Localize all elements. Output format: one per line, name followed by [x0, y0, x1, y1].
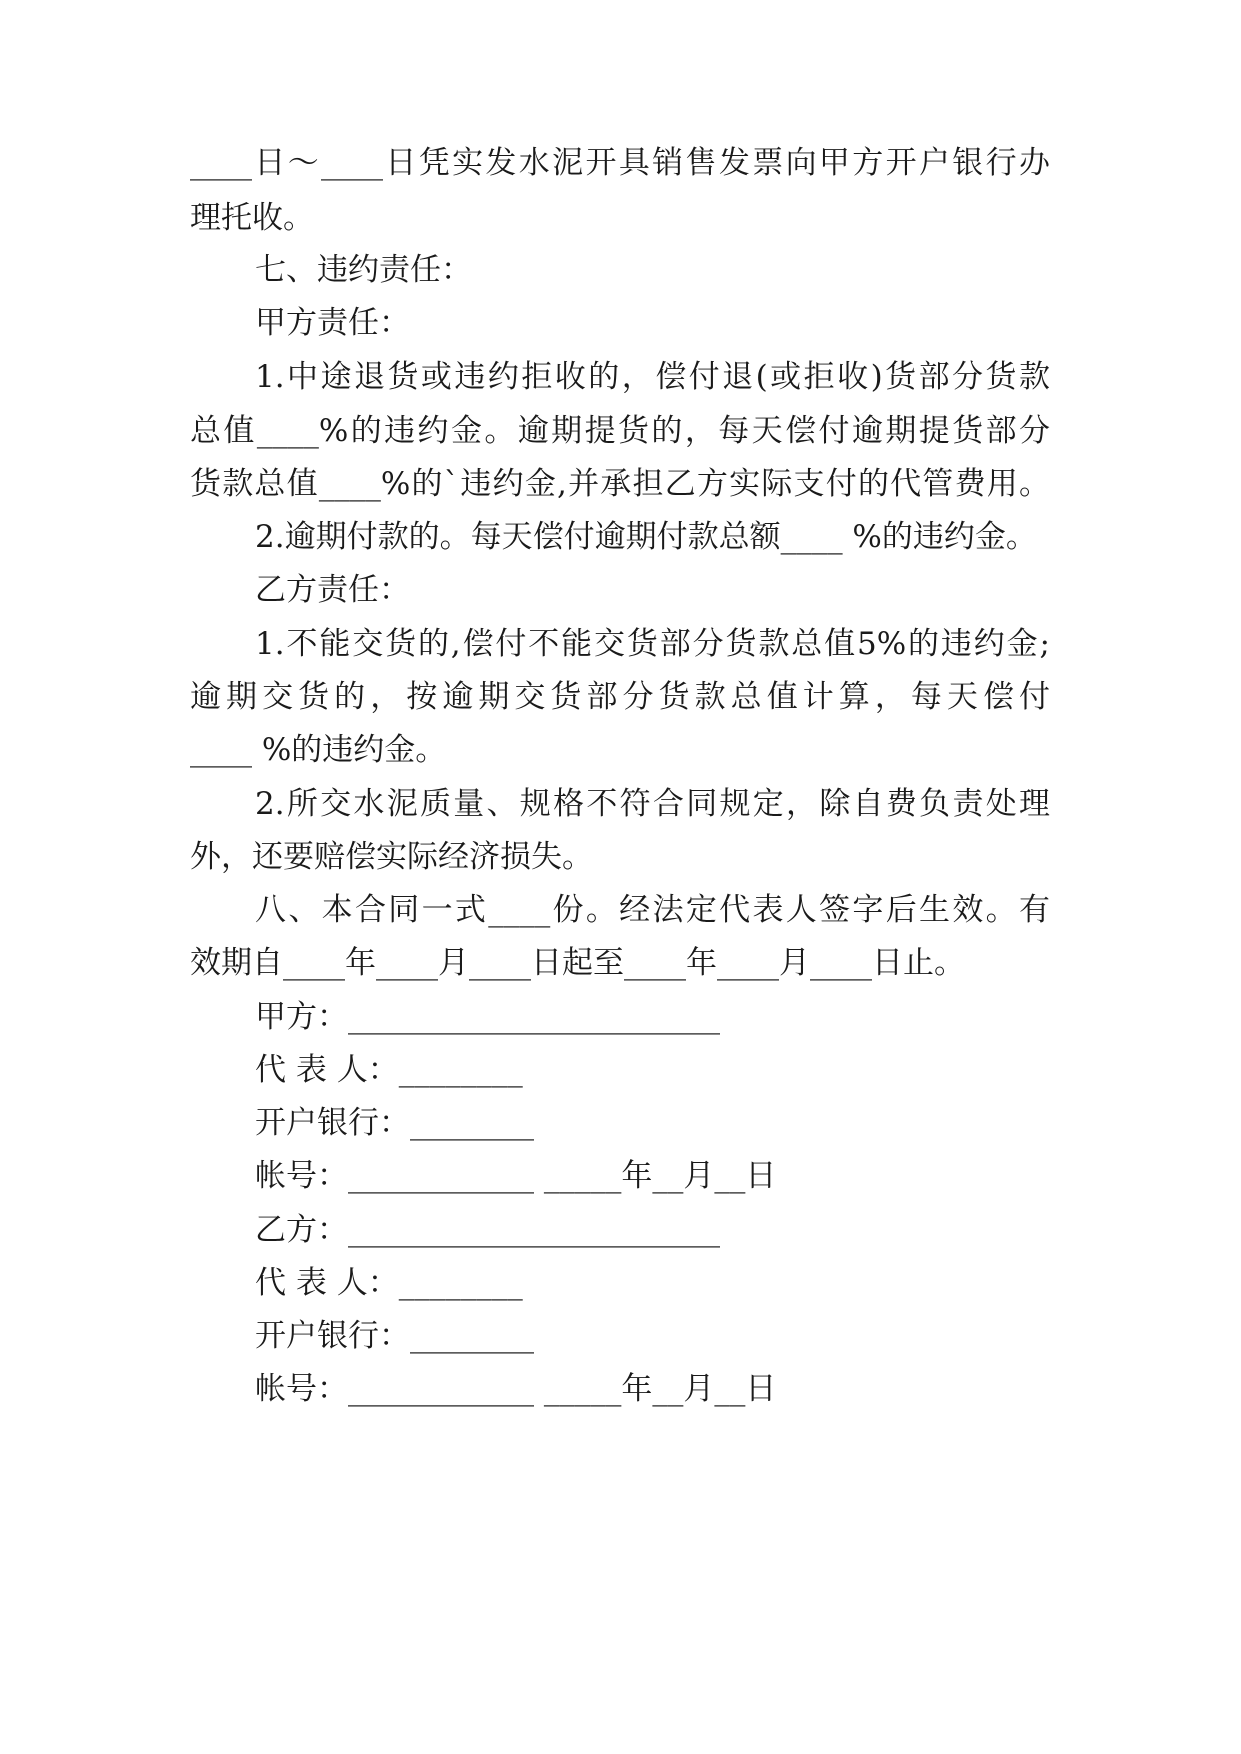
party-a-account-date-field: 帐号：____________ _____年__月__日 [255, 1158, 777, 1194]
section-heading-breach: 七、违约责任： [255, 252, 472, 288]
party-b-clause-1-line-3: ____ %的违约金。 [190, 732, 447, 768]
contract-line-collection: 理托收。 [190, 200, 314, 236]
party-b-clause-1-line-1: 1.不能交货的,偿付不能交货部分货款总值5%的违约金; [255, 626, 1050, 662]
party-b-bank-field: 开户银行：________ [255, 1318, 534, 1354]
party-b-name-field: 乙方：________________________ [255, 1212, 720, 1248]
subheading-party-a-liability: 甲方责任： [255, 305, 410, 341]
party-a-clause-1-line-1: 1.中途退货或违约拒收的，偿付退(或拒收)货部分货款 [255, 359, 1050, 395]
party-b-clause-1-line-2: 逾期交货的，按逾期交货部分货款总值计算，每天偿付 [190, 679, 1050, 715]
section-eight-line-1: 八、本合同一式____份。经法定代表人签字后生效。有 [255, 892, 1050, 928]
section-eight-line-2: 效期自____年____月____日起至____年____月____日止。 [190, 945, 965, 981]
party-b-clause-2-line-1: 2.所交水泥质量、规格不符合同规定，除自费负责处理 [255, 786, 1050, 822]
party-a-clause-1-line-3: 货款总值____%的`违约金,并承担乙方实际支付的代管费用。 [190, 466, 1050, 502]
party-b-clause-2-line-2: 外，还要赔偿实际经济损失。 [190, 839, 593, 875]
contract-line-payment-period: ____日～____日凭实发水泥开具销售发票向甲方开户银行办 [190, 145, 1050, 181]
party-a-clause-2: 2.逾期付款的。每天偿付逾期付款总额____ %的违约金。 [255, 519, 1037, 555]
party-a-name-field: 甲方：________________________ [255, 999, 720, 1035]
party-a-representative-field: 代 表 人：________ [255, 1052, 523, 1088]
party-b-account-date-field: 帐号：____________ _____年__月__日 [255, 1371, 777, 1407]
subheading-party-b-liability: 乙方责任： [255, 572, 410, 608]
party-a-bank-field: 开户银行：________ [255, 1105, 534, 1141]
party-b-representative-field: 代 表 人：________ [255, 1265, 523, 1301]
party-a-clause-1-line-2: 总值____%的违约金。逾期提货的，每天偿付逾期提货部分 [190, 413, 1050, 449]
